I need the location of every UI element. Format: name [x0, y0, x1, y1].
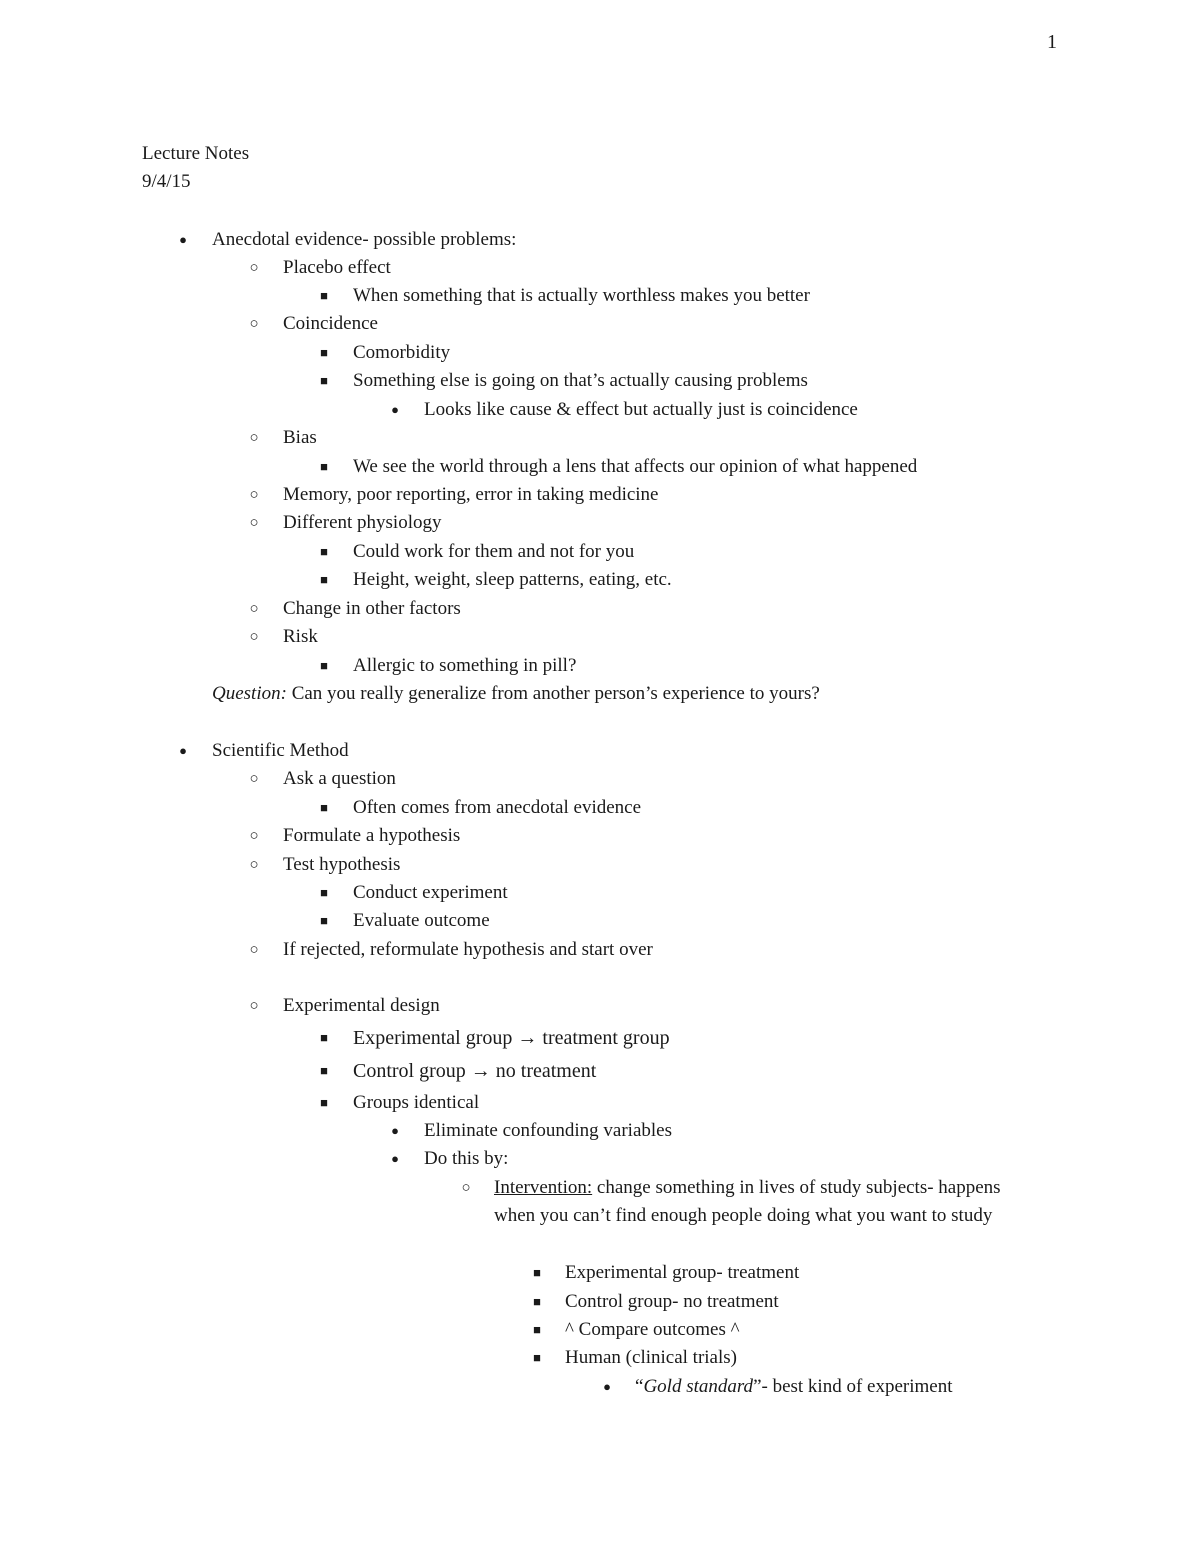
gold-standard-line [635, 1373, 953, 1401]
square-bullet-icon: ■ [320, 373, 328, 388]
circle-bullet-icon: ○ [249, 316, 259, 332]
square-bullet-icon: ■ [320, 345, 328, 360]
list-item-text: Ask a question [283, 768, 396, 789]
list-item-text: Groups identical [353, 1092, 480, 1113]
disc-bullet-icon: ● [391, 1151, 399, 1166]
square-bullet-icon: ■ [320, 1030, 328, 1045]
close-quote: ” [753, 1376, 762, 1397]
square-bullet-icon: ■ [533, 1265, 541, 1280]
list-item-text: Human (clinical trials) [565, 1347, 737, 1368]
list-item-text: Control group → no treatment [353, 1060, 597, 1082]
list-item-text: If rejected, reformulate hypothesis and start over [283, 939, 653, 960]
square-bullet-icon: ■ [533, 1350, 541, 1365]
list-item-text: Risk [283, 626, 318, 647]
list-item-text: Experimental design [283, 995, 440, 1016]
intervention-paragraph [494, 1174, 1034, 1230]
list-item-text: Bias [283, 427, 317, 448]
circle-bullet-icon: ○ [461, 1180, 471, 1196]
open-quote: “ [635, 1376, 644, 1397]
circle-bullet-icon: ○ [249, 515, 259, 531]
section-heading-scientific-method: Scientific Method [212, 740, 349, 761]
circle-bullet-icon: ○ [249, 487, 259, 503]
list-item-text: Allergic to something in pill? [353, 655, 577, 676]
list-item-text: Do this by: [424, 1148, 509, 1169]
document-title: Lecture Notes [142, 143, 250, 164]
square-bullet-icon: ■ [320, 658, 328, 673]
intervention-text: change something in lives of study subjects- happens when you can’t find enough people doing what you want to study [494, 1177, 1001, 1226]
list-item-text: Control group- no treatment [565, 1291, 779, 1312]
square-bullet-icon: ■ [320, 1095, 328, 1110]
question-text: Can you really generalize from another person’s experience to yours? [286, 683, 820, 704]
list-item-text: Could work for them and not for you [353, 541, 635, 562]
circle-bullet-icon: ○ [249, 629, 259, 645]
square-bullet-icon: ■ [320, 459, 328, 474]
list-item-text: Experimental group → treatment group [353, 1027, 670, 1049]
question-line [212, 680, 820, 708]
circle-bullet-icon: ○ [249, 857, 259, 873]
list-item-text: Test hypothesis [283, 854, 401, 875]
square-bullet-icon: ■ [320, 913, 328, 928]
square-bullet-icon: ■ [320, 288, 328, 303]
list-item-text: Experimental group- treatment [565, 1262, 800, 1283]
circle-bullet-icon: ○ [249, 771, 259, 787]
disc-bullet-icon: ● [179, 232, 187, 247]
square-bullet-icon: ■ [320, 885, 328, 900]
disc-bullet-icon: ● [391, 1123, 399, 1138]
gold-standard-text: - best kind of experiment [761, 1376, 953, 1397]
circle-bullet-icon: ○ [249, 601, 259, 617]
list-item-text: Something else is going on that’s actually causing problems [353, 370, 808, 391]
list-item-text: Looks like cause & effect but actually just is coincidence [424, 399, 858, 420]
list-item-text: Evaluate outcome [353, 910, 490, 931]
list-item-text: Eliminate confounding variables [424, 1120, 672, 1141]
disc-bullet-icon: ● [603, 1379, 611, 1394]
list-item-text: Different physiology [283, 512, 442, 533]
circle-bullet-icon: ○ [249, 260, 259, 276]
intervention-label: Intervention: [494, 1177, 593, 1198]
list-item-text: We see the world through a lens that affects our opinion of what happened [353, 456, 918, 477]
document-date: 9/4/15 [142, 171, 191, 192]
circle-bullet-icon: ○ [249, 430, 259, 446]
square-bullet-icon: ■ [320, 800, 328, 815]
list-item-text: Coincidence [283, 313, 378, 334]
list-item-text: ^ Compare outcomes ^ [565, 1319, 740, 1340]
circle-bullet-icon: ○ [249, 998, 259, 1014]
question-label: Question: [212, 683, 287, 704]
list-item-text: Conduct experiment [353, 882, 508, 903]
disc-bullet-icon: ● [391, 402, 399, 417]
list-item-text: Memory, poor reporting, error in taking medicine [283, 484, 659, 505]
list-item-text: Placebo effect [283, 257, 391, 278]
list-item-text: Often comes from anecdotal evidence [353, 797, 642, 818]
page-number: 1 [1047, 31, 1057, 53]
square-bullet-icon: ■ [320, 544, 328, 559]
square-bullet-icon: ■ [320, 1063, 328, 1078]
list-item-text: Height, weight, sleep patterns, eating, etc. [353, 569, 672, 590]
section-heading-anecdotal: Anecdotal evidence- possible problems: [212, 229, 517, 250]
square-bullet-icon: ■ [320, 572, 328, 587]
disc-bullet-icon: ● [179, 743, 187, 758]
square-bullet-icon: ■ [533, 1294, 541, 1309]
circle-bullet-icon: ○ [249, 942, 259, 958]
list-item-text: Comorbidity [353, 342, 451, 363]
list-item-text: When something that is actually worthless makes you better [353, 285, 810, 306]
gold-standard-label: Gold standard [643, 1376, 754, 1397]
list-item-text: Formulate a hypothesis [283, 825, 461, 846]
square-bullet-icon: ■ [533, 1322, 541, 1337]
circle-bullet-icon: ○ [249, 828, 259, 844]
list-item-text: Change in other factors [283, 598, 461, 619]
